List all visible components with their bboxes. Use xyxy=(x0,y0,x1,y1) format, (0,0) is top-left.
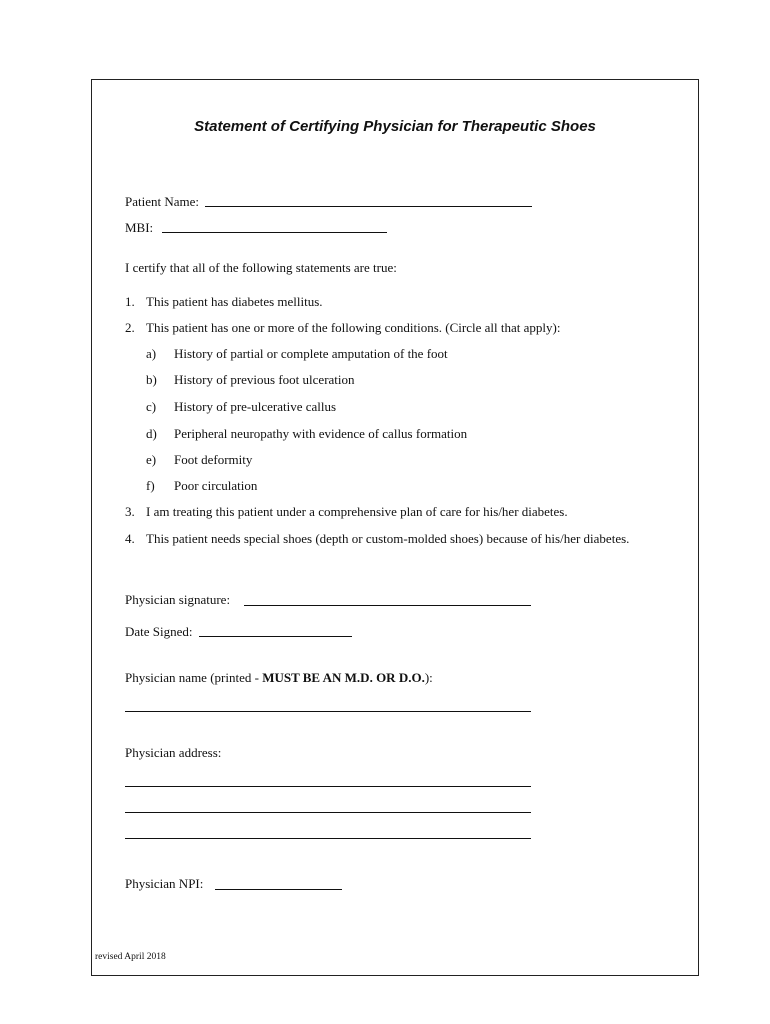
form-border xyxy=(91,79,699,976)
condition-text: History of previous foot ulceration xyxy=(174,372,355,387)
statement-number: 2. xyxy=(125,320,135,335)
statement-number: 4. xyxy=(125,531,135,546)
mbi-field[interactable] xyxy=(162,232,387,233)
condition-letter: b) xyxy=(146,372,157,387)
statement-text: This patient needs special shoes (depth or custom-molded shoes) because of his/her diabetes. xyxy=(146,531,630,546)
condition-letter: f) xyxy=(146,478,155,493)
revision-note: revised April 2018 xyxy=(95,952,166,962)
signature-label: Physician signature: xyxy=(125,592,231,607)
condition-text: Peripheral neuropathy with evidence of callus formation xyxy=(174,426,468,441)
statement-text: I am treating this patient under a comprehensive plan of care for his/her diabetes. xyxy=(146,504,568,519)
condition-letter: a) xyxy=(146,346,157,361)
physician-name-label-prefix: Physician name (printed - xyxy=(125,670,263,685)
condition-letter: d) xyxy=(146,426,157,441)
condition-text: History of partial or complete amputation of the foot xyxy=(174,346,448,361)
statement-number: 1. xyxy=(125,294,135,309)
physician-address-label: Physician address: xyxy=(125,745,222,760)
date-signed-field[interactable] xyxy=(199,636,352,637)
condition-letter: c) xyxy=(146,399,157,414)
statement-text: This patient has diabetes mellitus. xyxy=(146,294,323,309)
physician-name-requirement: MUST BE AN M.D. OR D.O. xyxy=(262,670,425,685)
certify-text: I certify that all of the following statements are true: xyxy=(125,260,397,275)
patient-name-field[interactable] xyxy=(205,206,532,207)
date-signed-label: Date Signed: xyxy=(125,624,193,639)
condition-text: History of pre-ulcerative callus xyxy=(174,399,337,414)
form-title: Statement of Certifying Physician for Therapeutic Shoes xyxy=(194,118,596,135)
physician-npi-field[interactable] xyxy=(215,889,342,890)
address-line-2-field[interactable] xyxy=(125,812,531,813)
condition-text: Foot deformity xyxy=(174,452,253,467)
signature-field[interactable] xyxy=(244,605,531,606)
statement-number: 3. xyxy=(125,504,135,519)
physician-name-label xyxy=(125,670,433,686)
physician-name-label-suffix: ): xyxy=(424,670,433,685)
patient-name-label: Patient Name: xyxy=(125,194,200,209)
condition-text: Poor circulation xyxy=(174,478,258,493)
statement-text: This patient has one or more of the following conditions. (Circle all that apply): xyxy=(146,320,561,335)
condition-letter: e) xyxy=(146,452,157,467)
physician-name-field[interactable] xyxy=(125,711,531,712)
address-line-1-field[interactable] xyxy=(125,786,531,787)
mbi-label: MBI: xyxy=(125,220,154,235)
address-line-3-field[interactable] xyxy=(125,838,531,839)
physician-npi-label: Physician NPI: xyxy=(125,876,204,891)
